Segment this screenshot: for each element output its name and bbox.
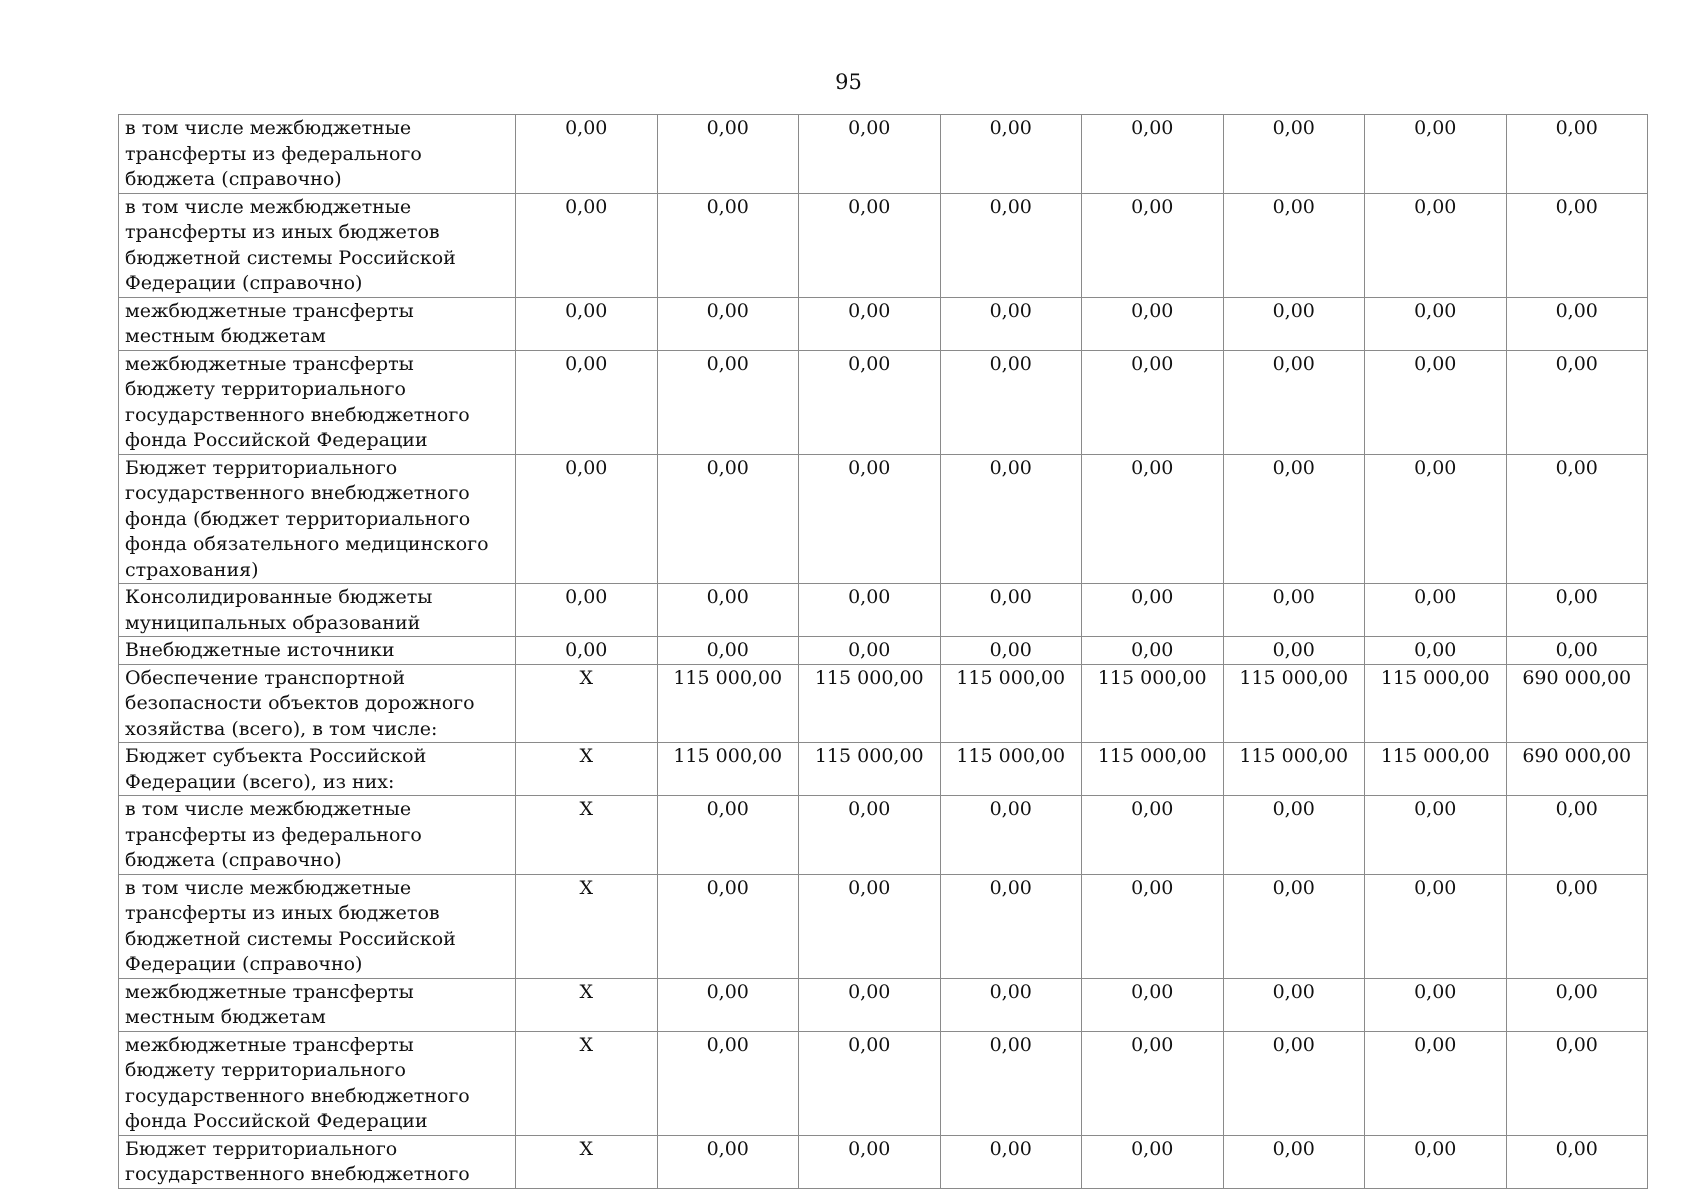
value-cell: 0,00 — [1223, 115, 1365, 194]
row-label: межбюджетные трансферты местным бюджетам — [119, 297, 516, 350]
value-cell: 0,00 — [1506, 1031, 1648, 1135]
row-label: Бюджет территориального государственного внебюджетного — [119, 1135, 516, 1188]
value-cell: 0,00 — [799, 350, 941, 454]
row-label: межбюджетные трансферты бюджету территориального государственного внебюджетного фонда Российской Федерации — [119, 350, 516, 454]
row-label: в том числе межбюджетные трансферты из федерального бюджета (справочно) — [119, 115, 516, 194]
value-cell: 0,00 — [516, 350, 658, 454]
table-row — [119, 115, 1648, 194]
value-cell: 115 000,00 — [1223, 743, 1365, 796]
value-cell: 0,00 — [516, 193, 658, 297]
value-cell: 0,00 — [1223, 1031, 1365, 1135]
value-cell: 0,00 — [516, 297, 658, 350]
value-cell: 0,00 — [657, 874, 799, 978]
table-row — [119, 874, 1648, 978]
value-cell: 0,00 — [940, 193, 1082, 297]
value-cell: 0,00 — [799, 115, 941, 194]
value-cell: 0,00 — [940, 1135, 1082, 1188]
value-cell: 0,00 — [1082, 796, 1224, 875]
value-cell: 0,00 — [940, 454, 1082, 584]
value-cell: 115 000,00 — [1082, 664, 1224, 743]
value-cell: 0,00 — [1082, 115, 1224, 194]
row-label: Консолидированные бюджеты муниципальных образований — [119, 584, 516, 637]
value-cell: 0,00 — [1506, 350, 1648, 454]
value-cell: 0,00 — [1365, 1031, 1507, 1135]
value-cell: 115 000,00 — [1365, 743, 1507, 796]
value-cell: 0,00 — [1223, 350, 1365, 454]
table-row — [119, 664, 1648, 743]
value-cell: 0,00 — [1082, 978, 1224, 1031]
value-cell: 115 000,00 — [799, 664, 941, 743]
value-cell: X — [516, 796, 658, 875]
value-cell: 0,00 — [1365, 193, 1507, 297]
value-cell: 0,00 — [940, 978, 1082, 1031]
value-cell: 0,00 — [1082, 193, 1224, 297]
value-cell: 0,00 — [1365, 297, 1507, 350]
value-cell: 0,00 — [940, 584, 1082, 637]
value-cell: 0,00 — [1506, 584, 1648, 637]
value-cell: 115 000,00 — [1365, 664, 1507, 743]
value-cell: 115 000,00 — [940, 743, 1082, 796]
value-cell: 115 000,00 — [1223, 664, 1365, 743]
value-cell: 0,00 — [1365, 584, 1507, 637]
value-cell: 0,00 — [1223, 796, 1365, 875]
table-row — [119, 297, 1648, 350]
value-cell: 0,00 — [657, 584, 799, 637]
value-cell: 0,00 — [940, 350, 1082, 454]
value-cell: 0,00 — [799, 297, 941, 350]
row-label: Внебюджетные источники — [119, 637, 516, 665]
value-cell: 0,00 — [940, 637, 1082, 665]
value-cell: 0,00 — [516, 637, 658, 665]
value-cell: 115 000,00 — [657, 743, 799, 796]
value-cell: 0,00 — [1506, 637, 1648, 665]
value-cell: 0,00 — [657, 193, 799, 297]
value-cell: 0,00 — [657, 297, 799, 350]
value-cell: 115 000,00 — [657, 664, 799, 743]
value-cell: 0,00 — [516, 115, 658, 194]
budget-table — [118, 114, 1648, 1189]
value-cell: 0,00 — [1223, 637, 1365, 665]
value-cell: 115 000,00 — [940, 664, 1082, 743]
value-cell: 0,00 — [799, 874, 941, 978]
value-cell: 115 000,00 — [799, 743, 941, 796]
value-cell: 0,00 — [799, 584, 941, 637]
value-cell: 0,00 — [1365, 350, 1507, 454]
value-cell: 0,00 — [657, 796, 799, 875]
row-label: в том числе межбюджетные трансферты из иных бюджетов бюджетной системы Российской Федерации (справочно) — [119, 193, 516, 297]
value-cell: 0,00 — [1223, 584, 1365, 637]
value-cell: 0,00 — [1223, 978, 1365, 1031]
value-cell: 0,00 — [1506, 193, 1648, 297]
value-cell: X — [516, 664, 658, 743]
value-cell: 0,00 — [799, 1135, 941, 1188]
value-cell: 0,00 — [1082, 637, 1224, 665]
value-cell: 0,00 — [799, 796, 941, 875]
value-cell: 0,00 — [1506, 1135, 1648, 1188]
value-cell: 115 000,00 — [1082, 743, 1224, 796]
value-cell: 690 000,00 — [1506, 664, 1648, 743]
table-row — [119, 637, 1648, 665]
table-row — [119, 350, 1648, 454]
value-cell: 0,00 — [1082, 1031, 1224, 1135]
page-number: 95 — [835, 70, 862, 94]
value-cell: 0,00 — [657, 637, 799, 665]
row-label: Обеспечение транспортной безопасности объектов дорожного хозяйства (всего), в том числе: — [119, 664, 516, 743]
table-row — [119, 454, 1648, 584]
value-cell: 0,00 — [940, 297, 1082, 350]
value-cell: X — [516, 1031, 658, 1135]
value-cell: 0,00 — [1506, 297, 1648, 350]
value-cell: 690 000,00 — [1506, 743, 1648, 796]
value-cell: 0,00 — [940, 1031, 1082, 1135]
value-cell: X — [516, 874, 658, 978]
value-cell: 0,00 — [1082, 454, 1224, 584]
value-cell: 0,00 — [940, 796, 1082, 875]
value-cell: 0,00 — [940, 874, 1082, 978]
value-cell: 0,00 — [1223, 193, 1365, 297]
value-cell: 0,00 — [1365, 1135, 1507, 1188]
row-label: в том числе межбюджетные трансферты из иных бюджетов бюджетной системы Российской Федерации (справочно) — [119, 874, 516, 978]
value-cell: X — [516, 743, 658, 796]
value-cell: 0,00 — [1082, 584, 1224, 637]
value-cell: 0,00 — [799, 454, 941, 584]
value-cell: 0,00 — [1223, 297, 1365, 350]
value-cell: 0,00 — [1082, 297, 1224, 350]
value-cell: 0,00 — [657, 350, 799, 454]
row-label: межбюджетные трансферты местным бюджетам — [119, 978, 516, 1031]
value-cell: X — [516, 978, 658, 1031]
value-cell: 0,00 — [1506, 454, 1648, 584]
value-cell: 0,00 — [1082, 1135, 1224, 1188]
value-cell: 0,00 — [1223, 874, 1365, 978]
value-cell: 0,00 — [1082, 874, 1224, 978]
value-cell: 0,00 — [1365, 454, 1507, 584]
value-cell: 0,00 — [1365, 796, 1507, 875]
row-label: межбюджетные трансферты бюджету территориального государственного внебюджетного фонда Российской Федерации — [119, 1031, 516, 1135]
value-cell: 0,00 — [799, 1031, 941, 1135]
value-cell: 0,00 — [1506, 978, 1648, 1031]
table-row — [119, 978, 1648, 1031]
table-row — [119, 193, 1648, 297]
value-cell: 0,00 — [516, 454, 658, 584]
table-row — [119, 584, 1648, 637]
value-cell: 0,00 — [657, 1135, 799, 1188]
value-cell: 0,00 — [1506, 874, 1648, 978]
value-cell: 0,00 — [1506, 115, 1648, 194]
value-cell: 0,00 — [657, 978, 799, 1031]
value-cell: X — [516, 1135, 658, 1188]
value-cell: 0,00 — [657, 454, 799, 584]
value-cell: 0,00 — [1365, 637, 1507, 665]
value-cell: 0,00 — [1365, 874, 1507, 978]
value-cell: 0,00 — [1506, 796, 1648, 875]
value-cell: 0,00 — [940, 115, 1082, 194]
table-row — [119, 1031, 1648, 1135]
value-cell: 0,00 — [1223, 1135, 1365, 1188]
table-row — [119, 743, 1648, 796]
value-cell: 0,00 — [516, 584, 658, 637]
value-cell: 0,00 — [657, 115, 799, 194]
value-cell: 0,00 — [1223, 454, 1365, 584]
value-cell: 0,00 — [1365, 115, 1507, 194]
value-cell: 0,00 — [1082, 350, 1224, 454]
table-row — [119, 796, 1648, 875]
value-cell: 0,00 — [799, 193, 941, 297]
row-label: Бюджет территориального государственного внебюджетного фонда (бюджет территориального фонда обязательного медицинского страхования) — [119, 454, 516, 584]
value-cell: 0,00 — [1365, 978, 1507, 1031]
value-cell: 0,00 — [657, 1031, 799, 1135]
row-label: в том числе межбюджетные трансферты из федерального бюджета (справочно) — [119, 796, 516, 875]
value-cell: 0,00 — [799, 978, 941, 1031]
value-cell: 0,00 — [799, 637, 941, 665]
row-label: Бюджет субъекта Российской Федерации (всего), из них: — [119, 743, 516, 796]
table-row — [119, 1135, 1648, 1188]
